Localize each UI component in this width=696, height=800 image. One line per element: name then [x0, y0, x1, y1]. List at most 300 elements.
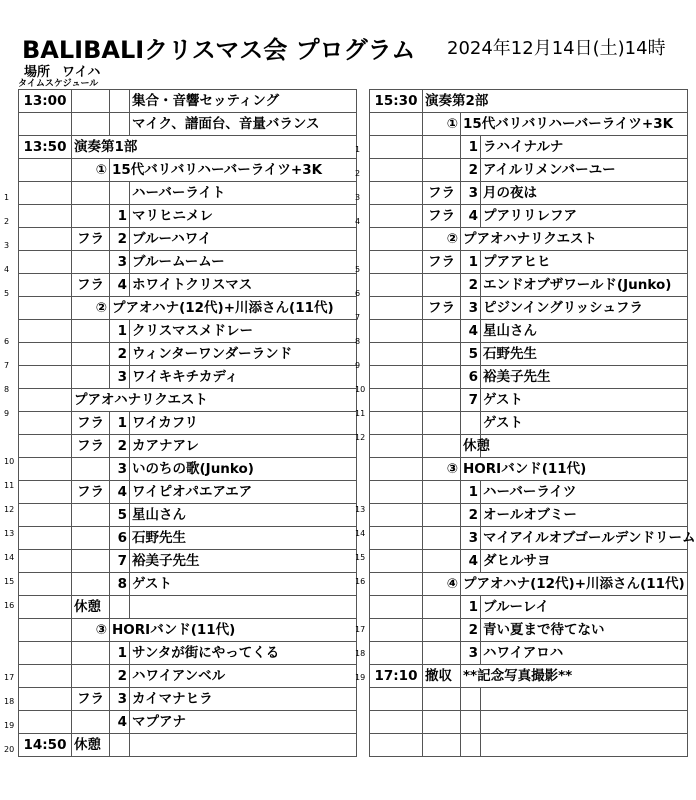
table-row [370, 458, 688, 481]
item-cell: 月の夜は [481, 182, 688, 205]
time-cell [19, 527, 72, 550]
item-cell: クリスマスメドレー [130, 320, 357, 343]
time-cell [370, 389, 423, 412]
item-cell: ハワイアンベル [130, 665, 357, 688]
section-number-cell: ① [423, 113, 461, 136]
type-cell: フラ [72, 481, 110, 504]
break-cell: 休憩 [461, 435, 481, 458]
item-cell: 星山さん [130, 504, 357, 527]
row-number: 16 [4, 601, 15, 610]
row-number: 17 [4, 673, 15, 682]
type-cell [72, 205, 110, 228]
time-cell [370, 136, 423, 159]
time-cell [19, 113, 72, 136]
order-cell: 5 [461, 343, 481, 366]
item-cell: カアナアレ [130, 435, 357, 458]
order-cell: 7 [461, 389, 481, 412]
item-cell: マイアイルオブゴールデンドリーム [481, 527, 688, 550]
order-cell: 4 [110, 274, 130, 297]
table-row [370, 205, 688, 228]
time-cell [370, 619, 423, 642]
order-cell: 6 [110, 527, 130, 550]
row-number: 7 [4, 361, 10, 370]
order-cell: 4 [461, 320, 481, 343]
section-number-cell: ① [72, 159, 110, 182]
type-cell [423, 320, 461, 343]
row-number: 3 [355, 193, 361, 202]
type-cell [423, 481, 461, 504]
order-cell: 2 [461, 619, 481, 642]
item-cell: マイク、譜面台、音量バランス [130, 113, 357, 136]
table-row [370, 182, 688, 205]
table-row [19, 481, 357, 504]
order-cell: 4 [461, 550, 481, 573]
time-cell [370, 527, 423, 550]
row-number: 11 [355, 409, 366, 418]
table-row [19, 182, 357, 205]
table-row [370, 481, 688, 504]
table-row [19, 205, 357, 228]
item-cell: ラハイナルナ [481, 136, 688, 159]
item-cell: 集合・音響セッティング [130, 90, 357, 113]
order-cell: 3 [110, 366, 130, 389]
table-row [19, 159, 357, 182]
item-cell: 星山さん [481, 320, 688, 343]
type-cell [423, 435, 461, 458]
table-row [19, 389, 357, 412]
time-cell: 13:50 [19, 136, 72, 159]
time-cell [19, 320, 72, 343]
order-cell: 7 [110, 550, 130, 573]
type-cell: フラ [72, 435, 110, 458]
type-cell [423, 504, 461, 527]
row-number: 7 [355, 313, 361, 322]
type-cell [423, 343, 461, 366]
time-cell [370, 458, 423, 481]
time-cell [370, 573, 423, 596]
time-cell [19, 205, 72, 228]
time-cell [370, 343, 423, 366]
time-cell [370, 228, 423, 251]
type-cell: フラ [72, 688, 110, 711]
type-cell [423, 642, 461, 665]
table-row [370, 343, 688, 366]
item-cell: エンドオブザワールド(Junko) [481, 274, 688, 297]
section-number-cell: ③ [72, 619, 110, 642]
order-cell [110, 90, 130, 113]
table-row [370, 136, 688, 159]
time-cell [19, 366, 72, 389]
type-cell [423, 159, 461, 182]
row-number: 5 [355, 265, 361, 274]
table-row [370, 573, 688, 596]
table-row [19, 504, 357, 527]
item-cell: ホワイトクリスマス [130, 274, 357, 297]
row-number: 14 [4, 553, 15, 562]
order-cell: 5 [110, 504, 130, 527]
order-cell: 1 [110, 642, 130, 665]
type-cell [423, 619, 461, 642]
table-row [370, 642, 688, 665]
type-cell [423, 274, 461, 297]
time-cell [19, 343, 72, 366]
row-number: 16 [355, 577, 366, 586]
table-row [19, 619, 357, 642]
section-title-cell: プアオハナ(12代)+川添さん(11代) [110, 297, 357, 320]
time-cell: 14:50 [19, 734, 72, 757]
time-cell [370, 596, 423, 619]
time-cell [370, 688, 423, 711]
item-cell: マプアナ [130, 711, 357, 734]
time-cell [19, 688, 72, 711]
type-cell: フラ [423, 251, 461, 274]
item-cell: プアアヒヒ [481, 251, 688, 274]
type-cell [423, 711, 461, 734]
item-cell: ダヒルサヨ [481, 550, 688, 573]
item-cell: 裕美子先生 [481, 366, 688, 389]
table-row [19, 596, 357, 619]
type-cell [72, 251, 110, 274]
type-cell [72, 343, 110, 366]
row-number: 6 [4, 337, 10, 346]
item-cell: ワイピオパエアエア [130, 481, 357, 504]
section-title-cell: 15代バリバリハーバーライツ+3K [461, 113, 688, 136]
type-cell [423, 366, 461, 389]
type-cell [72, 458, 110, 481]
type-cell: フラ [72, 228, 110, 251]
order-cell: 3 [461, 642, 481, 665]
row-number: 12 [355, 433, 366, 442]
order-cell [461, 688, 481, 711]
order-cell [461, 711, 481, 734]
order-cell: 2 [110, 435, 130, 458]
table-row [370, 389, 688, 412]
item-cell: ブルーハワイ [130, 228, 357, 251]
type-cell [72, 642, 110, 665]
order-cell [461, 734, 481, 757]
table-row [370, 228, 688, 251]
table-row [370, 113, 688, 136]
type-cell [72, 665, 110, 688]
row-number: 5 [4, 289, 10, 298]
item-cell [481, 688, 688, 711]
item-cell [481, 711, 688, 734]
row-number: 2 [355, 169, 361, 178]
time-cell [370, 642, 423, 665]
table-row [19, 573, 357, 596]
time-cell [370, 504, 423, 527]
section-number-cell: ④ [423, 573, 461, 596]
table-row [370, 596, 688, 619]
order-cell: 1 [110, 205, 130, 228]
order-cell: 1 [461, 136, 481, 159]
table-row [370, 734, 688, 757]
item-cell: サンタが街にやってくる [130, 642, 357, 665]
time-cell [370, 320, 423, 343]
table-row [19, 550, 357, 573]
row-number: 13 [4, 529, 15, 538]
time-cell [19, 665, 72, 688]
row-number: 17 [355, 625, 366, 634]
item-cell: ゲスト [130, 573, 357, 596]
time-cell [370, 412, 423, 435]
row-number: 8 [355, 337, 361, 346]
time-cell [19, 596, 72, 619]
time-cell [370, 481, 423, 504]
row-number: 8 [4, 385, 10, 394]
order-cell [110, 734, 130, 757]
table-row [19, 642, 357, 665]
order-cell: 1 [110, 412, 130, 435]
type-cell [72, 90, 110, 113]
row-number: 1 [355, 145, 361, 154]
item-cell: **記念写真撮影** [461, 665, 688, 688]
order-cell: 3 [110, 458, 130, 481]
table-row [19, 412, 357, 435]
item-cell [130, 596, 357, 619]
time-cell [19, 619, 72, 642]
item-cell: 石野先生 [481, 343, 688, 366]
row-number: 19 [355, 673, 366, 682]
order-cell: 3 [110, 251, 130, 274]
order-cell: 3 [461, 527, 481, 550]
time-cell [19, 251, 72, 274]
time-cell [19, 274, 72, 297]
table-row [19, 90, 357, 113]
time-cell [370, 159, 423, 182]
table-row [19, 688, 357, 711]
order-cell: 1 [110, 320, 130, 343]
row-number: 10 [355, 385, 366, 394]
place-label: 場所 [24, 65, 51, 80]
order-cell: 4 [110, 481, 130, 504]
time-cell [370, 113, 423, 136]
row-number: 6 [355, 289, 361, 298]
time-cell: 13:00 [19, 90, 72, 113]
order-cell: 2 [110, 228, 130, 251]
type-cell [423, 136, 461, 159]
order-cell: 4 [461, 205, 481, 228]
time-cell [370, 734, 423, 757]
section-title-cell: プアオハナリクエスト [72, 389, 357, 412]
table-row [19, 136, 357, 159]
row-number: 18 [355, 649, 366, 658]
schedule-label: タイムスケジュール [18, 79, 99, 89]
order-cell [461, 412, 481, 435]
section-title-cell: HORIバンド(11代) [461, 458, 688, 481]
table-row [370, 619, 688, 642]
order-cell: 2 [461, 504, 481, 527]
table-row [19, 320, 357, 343]
table-row [19, 366, 357, 389]
table-row [370, 688, 688, 711]
item-cell: ブルームームー [130, 251, 357, 274]
left-program-table [18, 89, 357, 757]
section-title-cell: 15代バリバリハーバーライツ+3K [110, 159, 357, 182]
type-cell [72, 366, 110, 389]
table-row [370, 665, 688, 688]
time-cell [370, 182, 423, 205]
type-cell [423, 527, 461, 550]
type-cell [423, 596, 461, 619]
type-cell: フラ [423, 205, 461, 228]
break-cell: 休憩 [72, 734, 110, 757]
item-cell: ハーバーライツ [481, 481, 688, 504]
table-row [370, 297, 688, 320]
order-cell [110, 113, 130, 136]
order-cell: 1 [461, 481, 481, 504]
row-number: 20 [4, 745, 15, 754]
type-cell [72, 550, 110, 573]
item-cell: ワイキキチカディ [130, 366, 357, 389]
item-cell: マリヒニメレ [130, 205, 357, 228]
type-cell [423, 688, 461, 711]
time-cell [19, 642, 72, 665]
event-date: 2024年12月14日(土)14時 [447, 38, 666, 59]
time-cell [19, 228, 72, 251]
type-cell: フラ [72, 412, 110, 435]
time-cell [19, 550, 72, 573]
row-number: 15 [355, 553, 366, 562]
row-number: 9 [355, 361, 361, 370]
table-row [370, 159, 688, 182]
section-number-cell: ② [72, 297, 110, 320]
item-cell: ウィンターワンダーランド [130, 343, 357, 366]
item-cell: アイルリメンバーユー [481, 159, 688, 182]
page-title: BALIBALIクリスマス会 プログラム [22, 36, 416, 64]
time-cell [19, 435, 72, 458]
item-cell: いのちの歌(Junko) [130, 458, 357, 481]
row-number: 4 [4, 265, 10, 274]
order-cell [110, 596, 130, 619]
table-row [370, 90, 688, 113]
time-cell: 15:30 [370, 90, 423, 113]
time-cell [19, 481, 72, 504]
type-cell [72, 320, 110, 343]
type-cell [72, 182, 110, 205]
table-row [19, 458, 357, 481]
item-cell: ハワイアロハ [481, 642, 688, 665]
time-cell [19, 412, 72, 435]
time-cell [370, 711, 423, 734]
order-cell: 2 [461, 159, 481, 182]
wrapup-cell: 撤収 [423, 665, 461, 688]
item-cell: ピジンイングリッシュフラ [481, 297, 688, 320]
item-cell [481, 734, 688, 757]
type-cell [72, 504, 110, 527]
time-cell [370, 297, 423, 320]
place-value: ワイハ [62, 65, 101, 80]
time-cell [370, 274, 423, 297]
right-program-table [369, 89, 696, 757]
section-title-cell: プアオハナ(12代)+川添さん(11代) [461, 573, 688, 596]
time-cell: 17:10 [370, 665, 423, 688]
time-cell [19, 297, 72, 320]
table-row [370, 251, 688, 274]
time-cell [19, 182, 72, 205]
table-row [370, 435, 688, 458]
table-row [370, 366, 688, 389]
order-cell: 4 [110, 711, 130, 734]
table-row [19, 297, 357, 320]
item-cell: 青い夏まで待てない [481, 619, 688, 642]
section-number-cell: ③ [423, 458, 461, 481]
table-row [370, 550, 688, 573]
order-cell: 1 [461, 596, 481, 619]
order-cell: 3 [110, 688, 130, 711]
type-cell: フラ [72, 274, 110, 297]
section-title-cell: プアオハナリクエスト [461, 228, 688, 251]
table-row [19, 665, 357, 688]
row-number: 18 [4, 697, 15, 706]
table-row [19, 435, 357, 458]
row-number: 2 [4, 217, 10, 226]
time-cell [370, 366, 423, 389]
order-cell: 6 [461, 366, 481, 389]
time-cell [19, 458, 72, 481]
item-cell: オールオブミー [481, 504, 688, 527]
item-cell: カイマナヒラ [130, 688, 357, 711]
type-cell [72, 573, 110, 596]
table-row [19, 113, 357, 136]
table-row [19, 228, 357, 251]
type-cell [72, 711, 110, 734]
table-row [370, 320, 688, 343]
table-row [19, 734, 357, 757]
item-cell: ゲスト [481, 389, 688, 412]
time-cell [19, 711, 72, 734]
row-number: 12 [4, 505, 15, 514]
table-row [370, 504, 688, 527]
row-number: 3 [4, 241, 10, 250]
time-cell [19, 573, 72, 596]
order-cell: 3 [461, 297, 481, 320]
table-row [370, 274, 688, 297]
section-title-cell: 演奏第2部 [423, 90, 688, 113]
section-number-cell: ② [423, 228, 461, 251]
table-row [19, 527, 357, 550]
order-cell: 1 [461, 251, 481, 274]
table-row [370, 412, 688, 435]
time-cell [370, 251, 423, 274]
item-cell: プアリリレフア [481, 205, 688, 228]
section-title-cell: 演奏第1部 [72, 136, 357, 159]
row-number: 4 [355, 217, 361, 226]
time-cell [370, 205, 423, 228]
order-cell: 8 [110, 573, 130, 596]
time-cell [370, 550, 423, 573]
row-number: 13 [355, 505, 366, 514]
row-number: 11 [4, 481, 15, 490]
order-cell: 2 [461, 274, 481, 297]
item-cell [130, 734, 357, 757]
table-row [370, 711, 688, 734]
type-cell [72, 113, 110, 136]
item-cell: 石野先生 [130, 527, 357, 550]
table-row [19, 711, 357, 734]
time-cell [19, 504, 72, 527]
item-cell: ブルーレイ [481, 596, 688, 619]
table-row [370, 527, 688, 550]
time-cell [370, 435, 423, 458]
item-cell: ゲスト [481, 412, 688, 435]
type-cell [423, 412, 461, 435]
type-cell [423, 734, 461, 757]
row-number: 10 [4, 457, 15, 466]
order-cell: 3 [461, 182, 481, 205]
table-row [19, 274, 357, 297]
break-cell: 休憩 [72, 596, 110, 619]
